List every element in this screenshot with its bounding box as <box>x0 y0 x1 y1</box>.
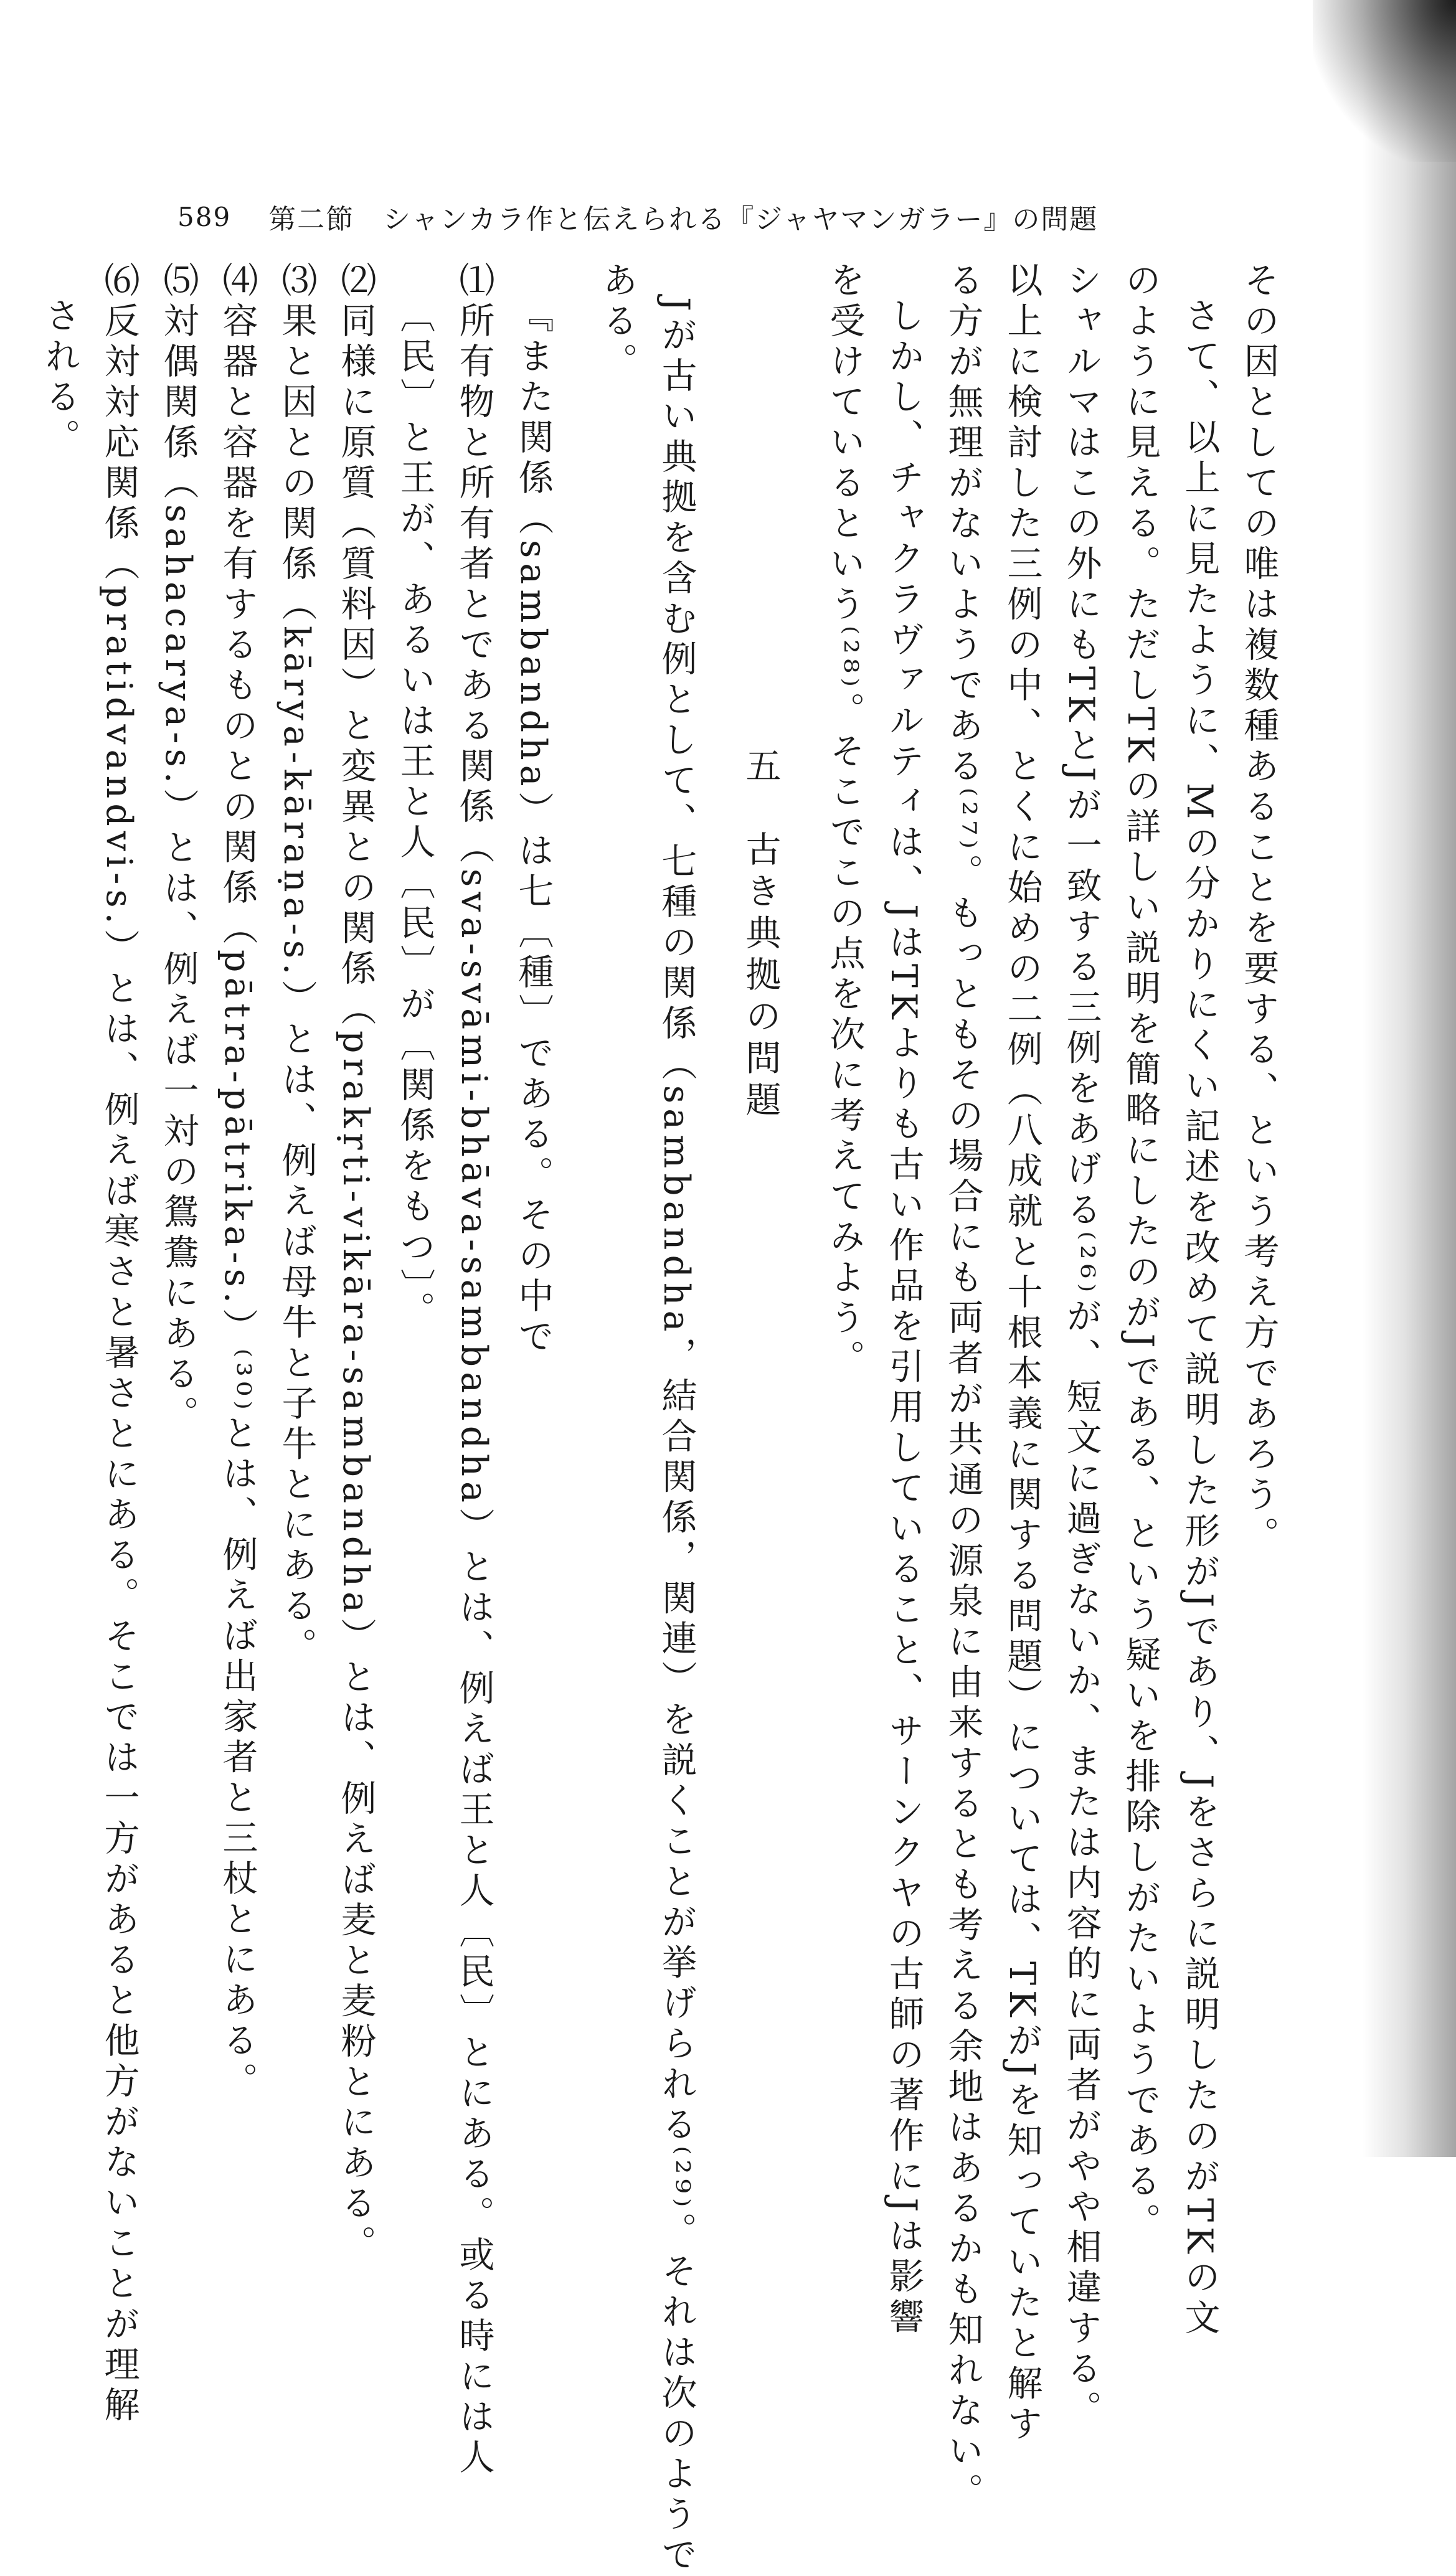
paragraph-line: さて、以上に見たように、Mの分かりにくい記述を改めて説明した形がJであり、Jをさらに説明したのがTKの文 <box>1179 297 1220 2339</box>
paragraph-line: る方が無理がないようである⁽²⁷⁾。もっともその場合にも両者が共通の源泉に由来するとも考える余地はあるかも知れない。 <box>942 262 983 2513</box>
paragraph-line: を受けているという⁽²⁸⁾。そこでこの点を次に考えてみよう。 <box>824 262 865 1380</box>
running-title: 第二節 シャンカラ作と伝えられる『ジャヤマンガラー』の問題 <box>268 204 1099 235</box>
running-header <box>177 198 1331 235</box>
paragraph-line: しかし、チャクラヴァルティは、JはTKよりも古い作品を引用していること、サーンクヤの古師の著作にJは影響 <box>883 297 924 2339</box>
list-item: ⑷容器と容器を有するものとの関係（pātra-pātrika-s.）⁽³⁰⁾とは、例えば出家者と三杖とにある。 <box>217 262 258 2103</box>
list-item-continuation: 〔民〕と王が、あるいは王と人〔民〕が〔関係をもつ〕。 <box>394 297 435 1332</box>
scan-shadow <box>1363 0 1456 2157</box>
list-item: ⑸対偶関係（sahacarya-s.）とは、例えば一対の鴛鴦にある。 <box>158 262 199 1436</box>
paragraph-line: ある。 <box>597 262 638 383</box>
list-item: ⑶果と因との関係（kārya-kāraṇa-s.）とは、例えば母牛と子牛とにある。 <box>276 262 317 1668</box>
vertical-text-body <box>39 262 1288 2576</box>
paragraph-line: シャルマはこの外にもTKとJが一致する三例をあげる⁽²⁶⁾が、短文に過ぎないか、または内容的に両者がやや相違する。 <box>1061 262 1102 2431</box>
list-item: ⑴所有物と所有者とである関係（sva-svāmi-bhāva-sambandha）とは、例えば王と人〔民〕とにある。或る時には人 <box>453 262 494 2479</box>
list-item-continuation: される。 <box>39 297 80 459</box>
paragraph-line: 以上に検討した三例の中、とくに始めの二例（八成就と十根本義に関する問題）については、TKがJを知っていたと解す <box>1001 262 1042 2446</box>
paragraph-line: Jが古い典拠を含む例として、七種の関係（sambandha，結合関係，関連）を説くことが挙げられる⁽²⁹⁾。それは次のようで <box>656 297 697 2576</box>
quote-intro: 『また関係（sambandha）は七〔種〕である。その中で <box>513 297 554 1358</box>
paragraph-line: のように見える。ただしTKの詳しい説明を簡略にしたのがJである、という疑いを排除しがたいようである。 <box>1120 262 1161 2243</box>
scan-shadow-corner <box>1313 0 1456 162</box>
section-heading: 五 古き典拠の問題 <box>740 747 781 1123</box>
list-item: ⑵同様に原質（質料因）と変異との関係（prakṛti-vikāra-sambandha）とは、例えば麦と麦粉とにある。 <box>335 262 376 2265</box>
page-number: 589 <box>177 201 232 232</box>
paragraph-line: その因としての唯は複数種あることを要する、という考え方であろう。 <box>1238 262 1279 1557</box>
list-item: ⑹反対対応関係（pratidvandvi-s.）とは、例えば寒さと暑さとにある。そこでは一方があると他方がないことが理解 <box>98 262 139 2427</box>
